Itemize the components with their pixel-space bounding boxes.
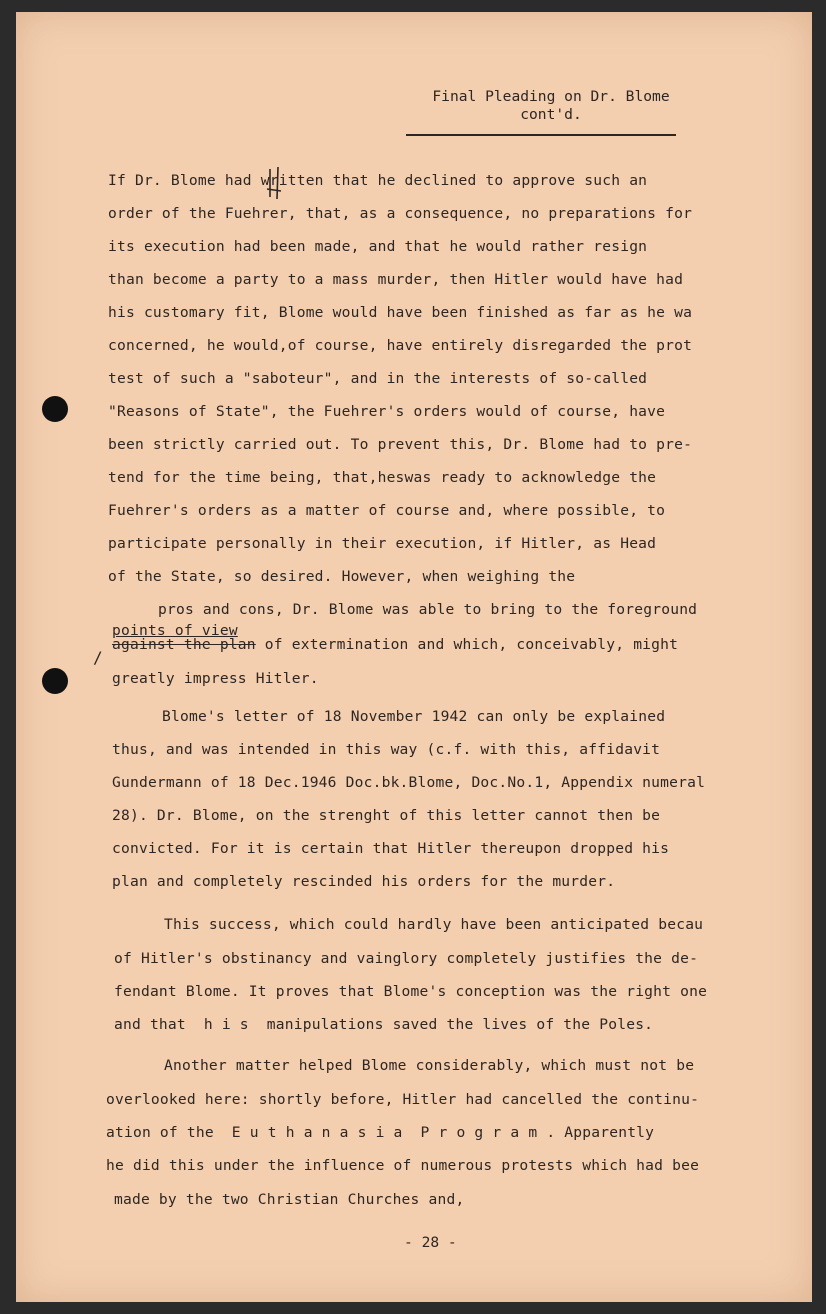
paragraph-1-line: tend for the time being, that,heswas ready to acknowledge the bbox=[108, 469, 657, 486]
paragraph-4-line: Another matter helped Blome considerably, which must not be bbox=[164, 1057, 695, 1074]
paragraph-1-line: pros and cons, Dr. Blome was able to bring to the foreground bbox=[158, 601, 698, 618]
paragraph-2-line: 28). Dr. Blome, on the strenght of this letter cannot then be bbox=[112, 807, 661, 824]
paragraph-1-line: of the State, so desired. However, when weighing the bbox=[108, 568, 576, 585]
paragraph-1-line: If Dr. Blome had written that he declined to approve such an bbox=[108, 172, 648, 189]
paragraph-1-line bbox=[112, 636, 678, 653]
paragraph-3-line: of Hitler's obstinancy and vainglory completely justifies the de- bbox=[114, 950, 699, 967]
paragraph-1-line: its execution had been made, and that he would rather resign bbox=[108, 238, 648, 255]
paragraph-2-line: thus, and was intended in this way (c.f. with this, affidavit bbox=[112, 741, 661, 758]
paragraph-3-line: This success, which could hardly have been anticipated becau bbox=[164, 916, 704, 933]
paragraph-4-line: overlooked here: shortly before, Hitler had cancelled the continu- bbox=[106, 1091, 700, 1108]
paragraph-2-line: plan and completely rescinded his orders for the murder. bbox=[112, 873, 616, 890]
page-header bbox=[406, 88, 696, 124]
paragraph-1-tail: of extermination and which, conceivably, might bbox=[255, 636, 679, 653]
paragraph-2-line: convicted. For it is certain that Hitler thereupon dropped his bbox=[112, 840, 670, 857]
paragraph-1-line: greatly impress Hitler. bbox=[112, 670, 319, 687]
page-number: - 28 - bbox=[404, 1234, 457, 1251]
document-page bbox=[16, 12, 812, 1302]
paragraph-1-line: his customary fit, Blome would have been finished as far as he wa bbox=[108, 304, 693, 321]
paragraph-4-line: made by the two Christian Churches and, bbox=[114, 1191, 465, 1208]
paragraph-2-line: Gundermann of 18 Dec.1946 Doc.bk.Blome, Doc.No.1, Appendix numeral bbox=[112, 774, 706, 791]
punch-hole-lower bbox=[42, 668, 68, 694]
struck-text: against the plan bbox=[112, 636, 256, 653]
header-title: Final Pleading on Dr. Blome bbox=[432, 88, 670, 105]
insertion-caret-mark: / bbox=[93, 648, 103, 667]
punch-hole-upper bbox=[42, 396, 68, 422]
paragraph-4-line: ation of the E u t h a n a s i a P r o g r a m . Apparently bbox=[106, 1124, 655, 1141]
paragraph-3-line: and that h i s manipulations saved the lives of the Poles. bbox=[114, 1016, 654, 1033]
header-underline bbox=[406, 134, 676, 136]
paragraph-1-line: Fuehrer's orders as a matter of course and, where possible, to bbox=[108, 502, 666, 519]
paragraph-1-line: participate personally in their execution, if Hitler, as Head bbox=[108, 535, 657, 552]
paragraph-1-line: "Reasons of State", the Fuehrer's orders would of course, have bbox=[108, 403, 666, 420]
paragraph-1-line: test of such a "saboteur", and in the interests of so-called bbox=[108, 370, 648, 387]
handwritten-insertion: points of view bbox=[112, 622, 238, 639]
paragraph-1-line: order of the Fuehrer, that, as a consequence, no preparations for bbox=[108, 205, 693, 222]
paragraph-2-line: Blome's letter of 18 November 1942 can only be explained bbox=[162, 708, 666, 725]
paragraph-1-line: than become a party to a mass murder, then Hitler would have had bbox=[108, 271, 684, 288]
paragraph-1-line: concerned, he would,of course, have entirely disregarded the prot bbox=[108, 337, 693, 354]
paragraph-4-line: he did this under the influence of numerous protests which had bee bbox=[106, 1157, 700, 1174]
paragraph-1-line: been strictly carried out. To prevent this, Dr. Blome had to pre- bbox=[108, 436, 693, 453]
header-subtitle: cont'd. bbox=[520, 106, 582, 123]
paragraph-3-line: fendant Blome. It proves that Blome's conception was the right one bbox=[114, 983, 708, 1000]
